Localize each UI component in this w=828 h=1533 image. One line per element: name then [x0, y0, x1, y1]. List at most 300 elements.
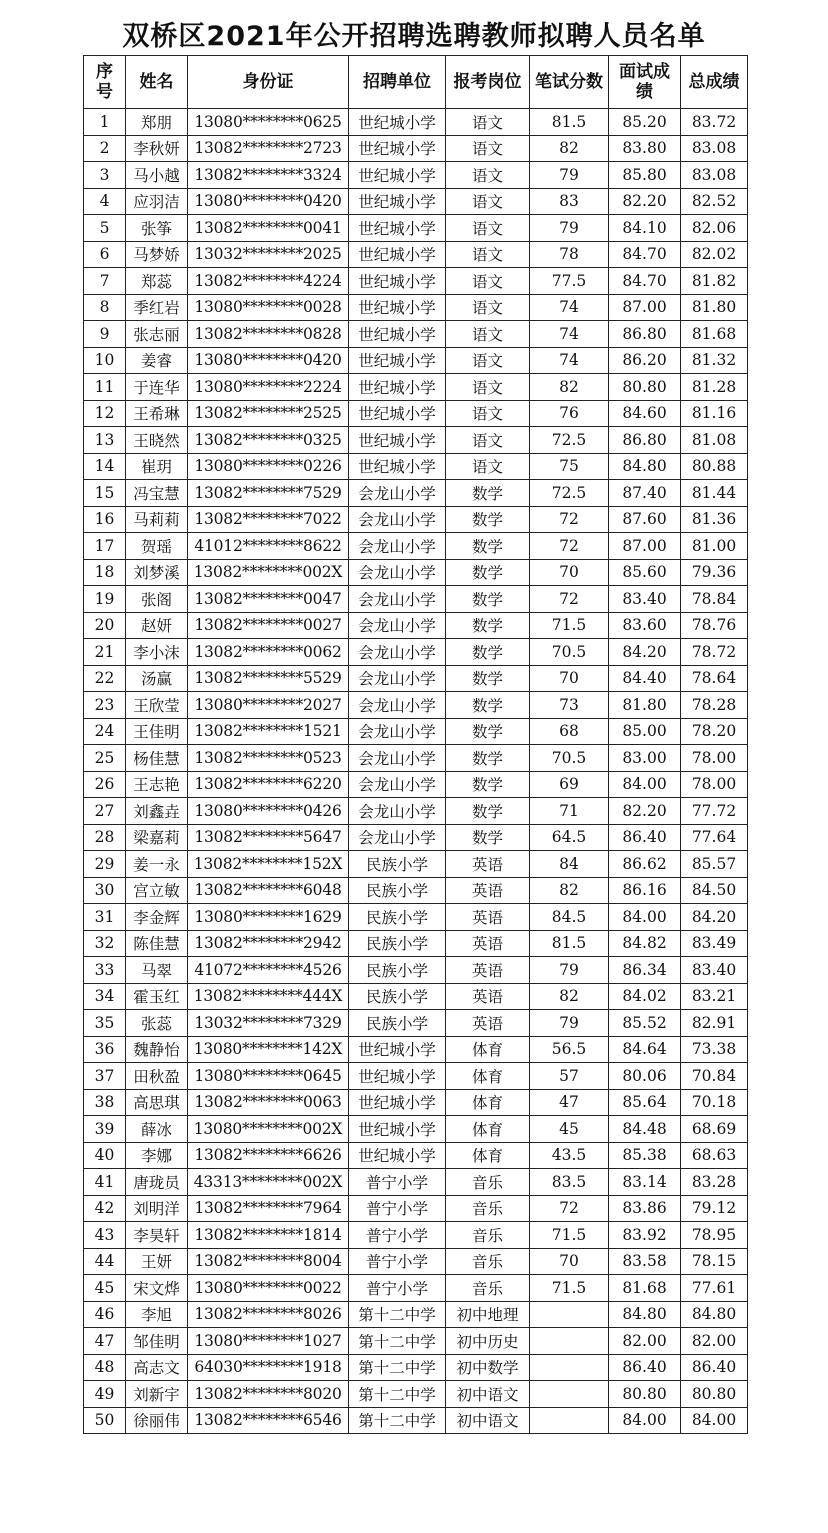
cell-id: 13082********152X: [188, 851, 349, 878]
cell-post: 数学: [446, 771, 530, 798]
cell-id: 13082********002X: [188, 559, 349, 586]
cell-seq: 48: [84, 1354, 126, 1381]
table-row: [84, 559, 748, 586]
cell-total-score: 86.40: [681, 1354, 748, 1381]
cell-interview-score: 84.00: [609, 771, 681, 798]
cell-interview-score: 84.00: [609, 904, 681, 931]
table-row: [84, 718, 748, 745]
cell-unit: 世纪城小学: [349, 347, 446, 374]
cell-written-score: 78: [530, 241, 609, 268]
cell-name: 张志丽: [126, 321, 188, 348]
cell-written-score: 74: [530, 294, 609, 321]
cell-written-score: [530, 1328, 609, 1355]
cell-post: 语文: [446, 241, 530, 268]
cell-unit: 会龙山小学: [349, 665, 446, 692]
cell-seq: 33: [84, 957, 126, 984]
cell-total-score: 79.12: [681, 1195, 748, 1222]
cell-id: 13082********1814: [188, 1222, 349, 1249]
cell-written-score: 72: [530, 586, 609, 613]
cell-interview-score: 86.40: [609, 824, 681, 851]
cell-name: 杨佳慧: [126, 745, 188, 772]
cell-seq: 21: [84, 639, 126, 666]
cell-post: 数学: [446, 824, 530, 851]
cell-post: 数学: [446, 586, 530, 613]
cell-seq: 20: [84, 612, 126, 639]
cell-total-score: 82.00: [681, 1328, 748, 1355]
cell-written-score: 79: [530, 215, 609, 242]
cell-unit: 世纪城小学: [349, 1116, 446, 1143]
table-row: [84, 268, 748, 295]
cell-id: 13082********0041: [188, 215, 349, 242]
cell-interview-score: 83.86: [609, 1195, 681, 1222]
cell-written-score: 73: [530, 692, 609, 719]
cell-id: 13080********1027: [188, 1328, 349, 1355]
cell-id: 13082********7529: [188, 480, 349, 507]
cell-unit: 世纪城小学: [349, 400, 446, 427]
cell-seq: 44: [84, 1248, 126, 1275]
cell-id: 13082********0047: [188, 586, 349, 613]
cell-id: 13082********6048: [188, 877, 349, 904]
table-row: [84, 639, 748, 666]
cell-total-score: 81.28: [681, 374, 748, 401]
cell-post: 英语: [446, 877, 530, 904]
table-row: [84, 506, 748, 533]
cell-post: 语文: [446, 162, 530, 189]
table-row: [84, 904, 748, 931]
cell-id: 13082********7022: [188, 506, 349, 533]
cell-name: 宋文烨: [126, 1275, 188, 1302]
cell-seq: 4: [84, 188, 126, 215]
cell-written-score: 45: [530, 1116, 609, 1143]
cell-post: 英语: [446, 851, 530, 878]
cell-unit: 会龙山小学: [349, 480, 446, 507]
cell-total-score: 83.08: [681, 135, 748, 162]
cell-written-score: 72: [530, 1195, 609, 1222]
cell-post: 数学: [446, 480, 530, 507]
cell-unit: 第十二中学: [349, 1381, 446, 1408]
cell-seq: 38: [84, 1089, 126, 1116]
cell-name: 霍玉红: [126, 983, 188, 1010]
table-row: [84, 109, 748, 136]
cell-post: 初中地理: [446, 1301, 530, 1328]
cell-written-score: 70.5: [530, 745, 609, 772]
cell-name: 姜睿: [126, 347, 188, 374]
cell-name: 陈佳慧: [126, 930, 188, 957]
cell-total-score: 70.18: [681, 1089, 748, 1116]
cell-interview-score: 81.80: [609, 692, 681, 719]
cell-unit: 普宁小学: [349, 1222, 446, 1249]
table-row: [84, 930, 748, 957]
cell-written-score: 82: [530, 877, 609, 904]
cell-seq: 29: [84, 851, 126, 878]
cell-id: 13080********0028: [188, 294, 349, 321]
cell-interview-score: 82.00: [609, 1328, 681, 1355]
table-row: [84, 745, 748, 772]
cell-interview-score: 86.80: [609, 427, 681, 454]
cell-interview-score: 85.20: [609, 109, 681, 136]
cell-id: 13080********0022: [188, 1275, 349, 1302]
cell-interview-score: 86.40: [609, 1354, 681, 1381]
header-post: 报考岗位: [446, 56, 530, 109]
cell-written-score: 72: [530, 506, 609, 533]
cell-seq: 28: [84, 824, 126, 851]
cell-seq: 27: [84, 798, 126, 825]
cell-interview-score: 85.64: [609, 1089, 681, 1116]
cell-seq: 16: [84, 506, 126, 533]
cell-name: 高思琪: [126, 1089, 188, 1116]
cell-unit: 世纪城小学: [349, 453, 446, 480]
cell-total-score: 83.40: [681, 957, 748, 984]
table-row: [84, 188, 748, 215]
cell-total-score: 78.76: [681, 612, 748, 639]
cell-seq: 23: [84, 692, 126, 719]
cell-interview-score: 83.40: [609, 586, 681, 613]
cell-unit: 世纪城小学: [349, 1142, 446, 1169]
cell-written-score: 71.5: [530, 1222, 609, 1249]
table-row: [84, 1089, 748, 1116]
cell-interview-score: 85.60: [609, 559, 681, 586]
cell-post: 语文: [446, 268, 530, 295]
cell-written-score: 71: [530, 798, 609, 825]
cell-name: 李秋妍: [126, 135, 188, 162]
cell-id: 13080********2027: [188, 692, 349, 719]
cell-interview-score: 83.92: [609, 1222, 681, 1249]
cell-id: 13082********6626: [188, 1142, 349, 1169]
cell-unit: 会龙山小学: [349, 612, 446, 639]
cell-seq: 13: [84, 427, 126, 454]
cell-name: 马莉莉: [126, 506, 188, 533]
header-written: 笔试分数: [530, 56, 609, 109]
cell-post: 体育: [446, 1036, 530, 1063]
cell-post: 语文: [446, 215, 530, 242]
cell-unit: 会龙山小学: [349, 798, 446, 825]
cell-interview-score: 87.60: [609, 506, 681, 533]
table-row: [84, 1195, 748, 1222]
cell-interview-score: 81.68: [609, 1275, 681, 1302]
cell-total-score: 82.91: [681, 1010, 748, 1037]
cell-post: 音乐: [446, 1195, 530, 1222]
cell-post: 语文: [446, 109, 530, 136]
cell-seq: 45: [84, 1275, 126, 1302]
cell-name: 李昊轩: [126, 1222, 188, 1249]
cell-post: 体育: [446, 1116, 530, 1143]
cell-interview-score: 82.20: [609, 188, 681, 215]
cell-written-score: 43.5: [530, 1142, 609, 1169]
cell-written-score: 84.5: [530, 904, 609, 931]
cell-written-score: 72.5: [530, 480, 609, 507]
cell-id: 13080********2224: [188, 374, 349, 401]
cell-id: 13080********0420: [188, 347, 349, 374]
cell-written-score: 81.5: [530, 930, 609, 957]
cell-unit: 世纪城小学: [349, 241, 446, 268]
cell-interview-score: 85.00: [609, 718, 681, 745]
cell-id: 64030********1918: [188, 1354, 349, 1381]
cell-written-score: 82: [530, 374, 609, 401]
cell-unit: 民族小学: [349, 904, 446, 931]
cell-seq: 7: [84, 268, 126, 295]
cell-unit: 普宁小学: [349, 1275, 446, 1302]
cell-post: 数学: [446, 506, 530, 533]
cell-id: 13080********0426: [188, 798, 349, 825]
table-row: [84, 824, 748, 851]
cell-id: 13080********142X: [188, 1036, 349, 1063]
cell-id: 13082********2723: [188, 135, 349, 162]
cell-name: 李小沫: [126, 639, 188, 666]
cell-interview-score: 86.34: [609, 957, 681, 984]
cell-post: 音乐: [446, 1248, 530, 1275]
cell-post: 数学: [446, 798, 530, 825]
cell-name: 李娜: [126, 1142, 188, 1169]
cell-post: 数学: [446, 665, 530, 692]
cell-post: 音乐: [446, 1222, 530, 1249]
cell-written-score: 72.5: [530, 427, 609, 454]
table-row: [84, 1116, 748, 1143]
cell-written-score: 56.5: [530, 1036, 609, 1063]
cell-seq: 17: [84, 533, 126, 560]
cell-written-score: 79: [530, 1010, 609, 1037]
cell-seq: 9: [84, 321, 126, 348]
cell-name: 唐珑员: [126, 1169, 188, 1196]
cell-interview-score: 83.14: [609, 1169, 681, 1196]
cell-id: 41012********8622: [188, 533, 349, 560]
cell-total-score: 78.00: [681, 745, 748, 772]
cell-name: 王希琳: [126, 400, 188, 427]
cell-written-score: 70: [530, 559, 609, 586]
cell-post: 数学: [446, 559, 530, 586]
table-row: [84, 321, 748, 348]
cell-unit: 会龙山小学: [349, 506, 446, 533]
cell-name: 贺瑶: [126, 533, 188, 560]
cell-name: 刘梦溪: [126, 559, 188, 586]
cell-total-score: 80.88: [681, 453, 748, 480]
table-row: [84, 135, 748, 162]
cell-total-score: 77.64: [681, 824, 748, 851]
cell-interview-score: 86.80: [609, 321, 681, 348]
cell-seq: 11: [84, 374, 126, 401]
cell-name: 王佳明: [126, 718, 188, 745]
table-row: [84, 586, 748, 613]
cell-name: 宫立敏: [126, 877, 188, 904]
cell-name: 张蕊: [126, 1010, 188, 1037]
cell-seq: 25: [84, 745, 126, 772]
cell-total-score: 81.82: [681, 268, 748, 295]
cell-seq: 6: [84, 241, 126, 268]
cell-id: 13080********002X: [188, 1116, 349, 1143]
cell-id: 13032********7329: [188, 1010, 349, 1037]
cell-id: 13082********1521: [188, 718, 349, 745]
cell-total-score: 70.84: [681, 1063, 748, 1090]
cell-written-score: 83: [530, 188, 609, 215]
table-row: [84, 1248, 748, 1275]
cell-id: 13082********3324: [188, 162, 349, 189]
cell-post: 体育: [446, 1089, 530, 1116]
cell-post: 音乐: [446, 1275, 530, 1302]
cell-seq: 5: [84, 215, 126, 242]
cell-unit: 会龙山小学: [349, 559, 446, 586]
cell-post: 英语: [446, 1010, 530, 1037]
cell-name: 邹佳明: [126, 1328, 188, 1355]
cell-id: 13082********4224: [188, 268, 349, 295]
cell-total-score: 79.36: [681, 559, 748, 586]
cell-written-score: 71.5: [530, 612, 609, 639]
cell-post: 语文: [446, 427, 530, 454]
cell-unit: 第十二中学: [349, 1354, 446, 1381]
cell-post: 初中语文: [446, 1407, 530, 1434]
cell-written-score: 69: [530, 771, 609, 798]
cell-total-score: 78.64: [681, 665, 748, 692]
cell-interview-score: 87.40: [609, 480, 681, 507]
cell-interview-score: 84.10: [609, 215, 681, 242]
cell-interview-score: 84.64: [609, 1036, 681, 1063]
cell-unit: 普宁小学: [349, 1248, 446, 1275]
cell-total-score: 68.63: [681, 1142, 748, 1169]
cell-unit: 会龙山小学: [349, 771, 446, 798]
cell-name: 王妍: [126, 1248, 188, 1275]
cell-name: 马翠: [126, 957, 188, 984]
table-row: [84, 294, 748, 321]
cell-total-score: 82.06: [681, 215, 748, 242]
cell-interview-score: 84.80: [609, 1301, 681, 1328]
cell-total-score: 78.72: [681, 639, 748, 666]
cell-name: 王志艳: [126, 771, 188, 798]
cell-total-score: 78.00: [681, 771, 748, 798]
cell-unit: 会龙山小学: [349, 745, 446, 772]
cell-unit: 世纪城小学: [349, 109, 446, 136]
cell-interview-score: 87.00: [609, 294, 681, 321]
cell-name: 徐丽伟: [126, 1407, 188, 1434]
cell-seq: 35: [84, 1010, 126, 1037]
cell-post: 语文: [446, 453, 530, 480]
cell-name: 王欣莹: [126, 692, 188, 719]
cell-seq: 32: [84, 930, 126, 957]
cell-total-score: 77.61: [681, 1275, 748, 1302]
cell-interview-score: 86.20: [609, 347, 681, 374]
cell-seq: 46: [84, 1301, 126, 1328]
cell-id: 13082********2942: [188, 930, 349, 957]
cell-name: 马梦娇: [126, 241, 188, 268]
cell-id: 13080********0420: [188, 188, 349, 215]
cell-written-score: 72: [530, 533, 609, 560]
cell-unit: 世纪城小学: [349, 427, 446, 454]
cell-total-score: 83.49: [681, 930, 748, 957]
table-row: [84, 1328, 748, 1355]
cell-name: 薛冰: [126, 1116, 188, 1143]
cell-unit: 第十二中学: [349, 1301, 446, 1328]
cell-interview-score: 83.58: [609, 1248, 681, 1275]
cell-unit: 世纪城小学: [349, 1036, 446, 1063]
cell-seq: 47: [84, 1328, 126, 1355]
cell-total-score: 81.32: [681, 347, 748, 374]
cell-post: 数学: [446, 692, 530, 719]
cell-id: 13032********2025: [188, 241, 349, 268]
table-body: [84, 109, 748, 1434]
cell-post: 初中历史: [446, 1328, 530, 1355]
cell-id: 13080********0226: [188, 453, 349, 480]
cell-unit: 世纪城小学: [349, 188, 446, 215]
cell-total-score: 84.80: [681, 1301, 748, 1328]
cell-seq: 50: [84, 1407, 126, 1434]
cell-interview-score: 86.62: [609, 851, 681, 878]
cell-id: 13082********0325: [188, 427, 349, 454]
cell-post: 语文: [446, 321, 530, 348]
cell-id: 13082********444X: [188, 983, 349, 1010]
cell-unit: 世纪城小学: [349, 162, 446, 189]
cell-unit: 会龙山小学: [349, 824, 446, 851]
cell-total-score: 78.95: [681, 1222, 748, 1249]
table-row: [84, 1354, 748, 1381]
table-row: [84, 480, 748, 507]
header-id: 身份证: [188, 56, 349, 109]
cell-post: 语文: [446, 294, 530, 321]
cell-total-score: 83.72: [681, 109, 748, 136]
cell-post: 音乐: [446, 1169, 530, 1196]
cell-total-score: 81.80: [681, 294, 748, 321]
cell-post: 语文: [446, 374, 530, 401]
cell-post: 语文: [446, 135, 530, 162]
cell-total-score: 84.50: [681, 877, 748, 904]
cell-seq: 31: [84, 904, 126, 931]
table-row: [84, 427, 748, 454]
cell-written-score: 70: [530, 1248, 609, 1275]
cell-id: 13082********5529: [188, 665, 349, 692]
cell-unit: 会龙山小学: [349, 586, 446, 613]
table-row: [84, 798, 748, 825]
cell-name: 姜一永: [126, 851, 188, 878]
cell-post: 数学: [446, 718, 530, 745]
cell-post: 英语: [446, 957, 530, 984]
cell-post: 数学: [446, 612, 530, 639]
cell-seq: 2: [84, 135, 126, 162]
table-row: [84, 1222, 748, 1249]
cell-written-score: 81.5: [530, 109, 609, 136]
table-row: [84, 400, 748, 427]
cell-seq: 40: [84, 1142, 126, 1169]
cell-written-score: 68: [530, 718, 609, 745]
header-name: 姓名: [126, 56, 188, 109]
cell-total-score: 77.72: [681, 798, 748, 825]
cell-post: 英语: [446, 904, 530, 931]
cell-interview-score: 84.80: [609, 453, 681, 480]
cell-post: 初中语文: [446, 1381, 530, 1408]
cell-written-score: [530, 1381, 609, 1408]
cell-unit: 民族小学: [349, 851, 446, 878]
cell-seq: 14: [84, 453, 126, 480]
cell-written-score: 47: [530, 1089, 609, 1116]
cell-name: 赵妍: [126, 612, 188, 639]
table-row: [84, 612, 748, 639]
table-row: [84, 1010, 748, 1037]
table-row: [84, 1142, 748, 1169]
cell-total-score: 73.38: [681, 1036, 748, 1063]
cell-unit: 会龙山小学: [349, 718, 446, 745]
header-total: 总成绩: [681, 56, 748, 109]
cell-written-score: [530, 1354, 609, 1381]
cell-name: 郑朋: [126, 109, 188, 136]
cell-seq: 19: [84, 586, 126, 613]
cell-interview-score: 84.48: [609, 1116, 681, 1143]
table-row: [84, 1169, 748, 1196]
cell-seq: 18: [84, 559, 126, 586]
cell-unit: 会龙山小学: [349, 639, 446, 666]
cell-interview-score: 84.70: [609, 241, 681, 268]
cell-unit: 世纪城小学: [349, 135, 446, 162]
cell-name: 马小越: [126, 162, 188, 189]
cell-name: 汤赢: [126, 665, 188, 692]
cell-written-score: 77.5: [530, 268, 609, 295]
cell-seq: 41: [84, 1169, 126, 1196]
cell-interview-score: 80.06: [609, 1063, 681, 1090]
cell-unit: 民族小学: [349, 930, 446, 957]
